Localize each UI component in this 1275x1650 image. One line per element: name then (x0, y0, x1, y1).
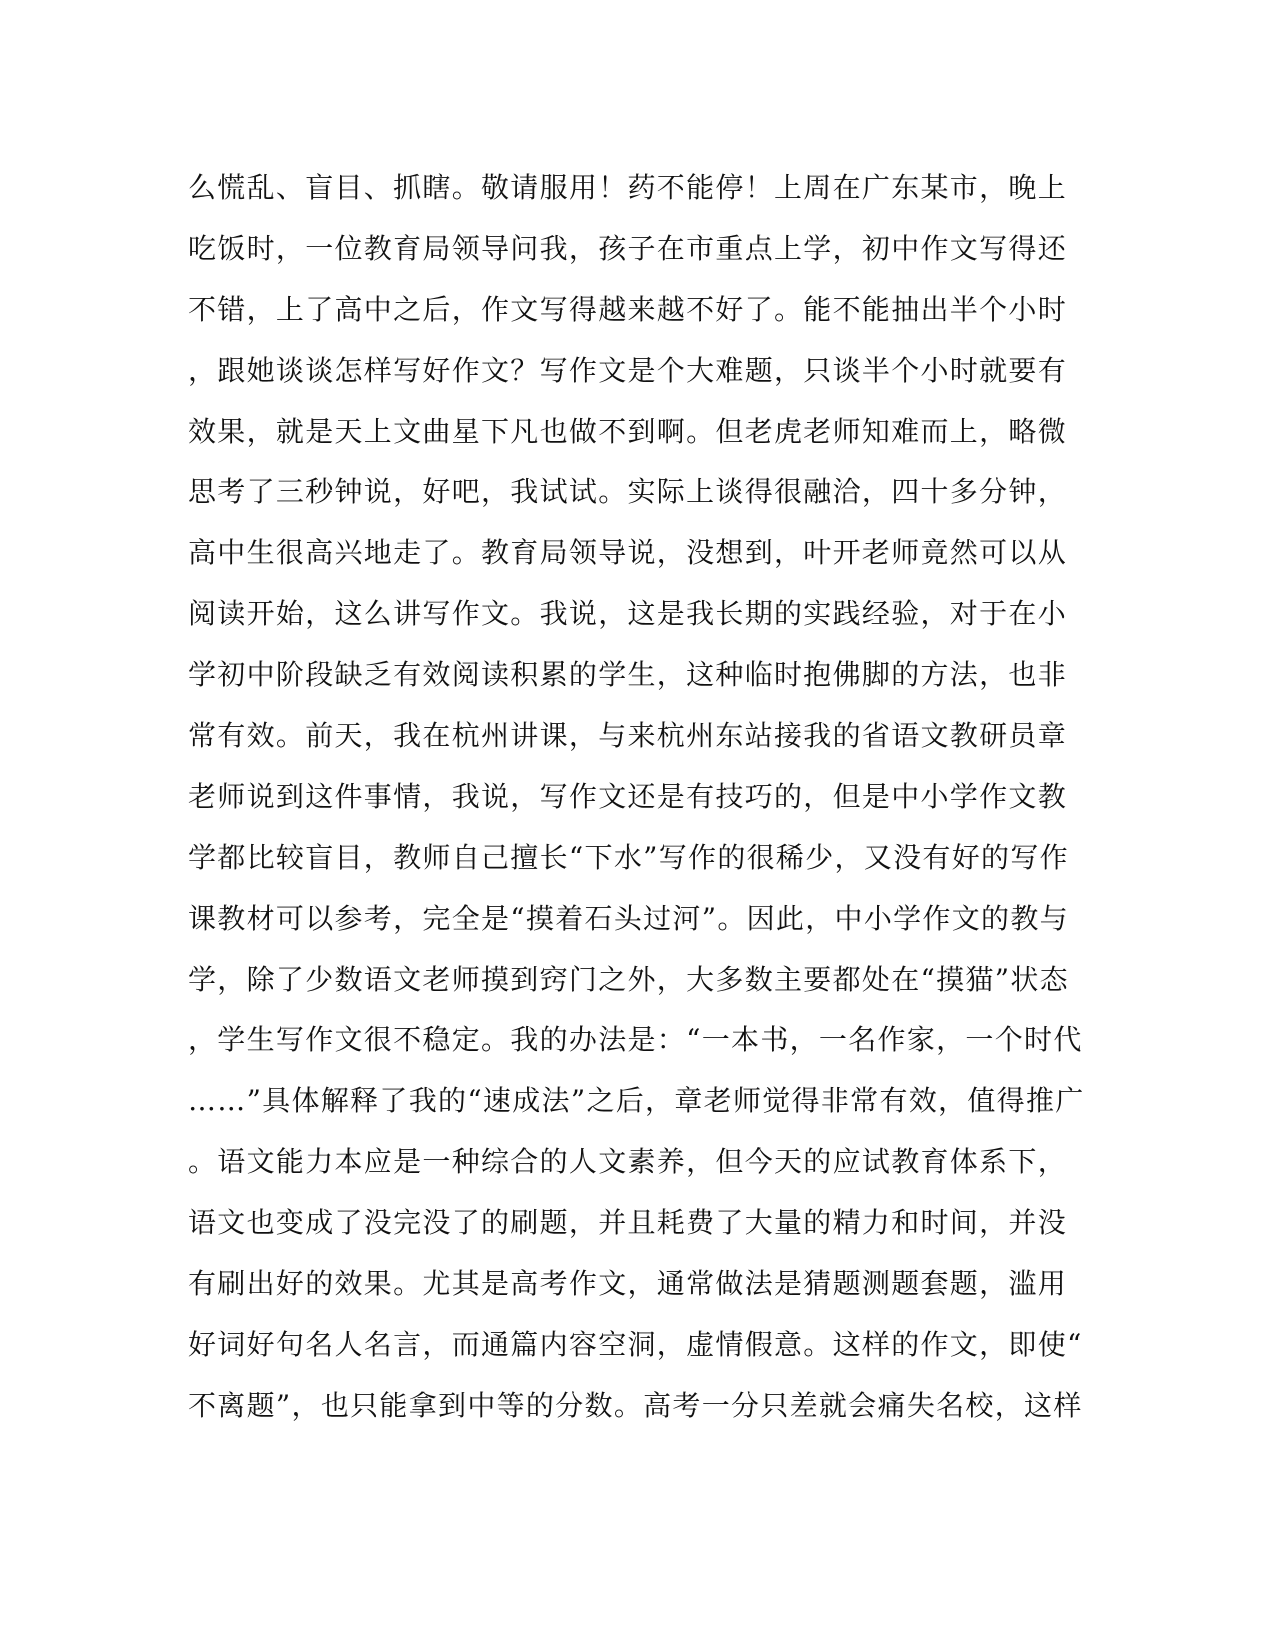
text-line: 效果，就是天上文曲星下凡也做不到啊。但老虎老师知难而上，略微 (188, 414, 1068, 448)
text-line: 好词好句名人名言，而通篇内容空洞，虚情假意。这样的作文，即使“ (188, 1327, 1083, 1361)
text-line: 常有效。前天，我在杭州讲课，与来杭州东站接我的省语文教研员章 (188, 719, 1068, 753)
text-line: 么慌乱、盲目、抓瞎。敬请服用！药不能停！上周在广东某市，晚上 (188, 171, 1068, 204)
text-line: 思考了三秒钟说，好吧，我试试。实际上谈得很融洽，四十多分钟， (188, 475, 1068, 509)
text-line: 学初中阶段缺乏有效阅读积累的学生，这种临时抱佛脚的方法，也非 (188, 658, 1068, 692)
body-text (188, 168, 1085, 1447)
text-line: 不错，上了高中之后，作文写得越来越不好了。能不能抽出半个小时 (188, 292, 1068, 326)
text-line: 学，除了少数语文老师摸到窍门之外，大多数主要都处在“摸猫”状态 (188, 962, 1069, 996)
text-line: 不离题”，也只能拿到中等的分数。高考一分只差就会痛失名校，这样 (188, 1388, 1083, 1422)
text-line: 。语文能力本应是一种综合的人文素养，但今天的应试教育体系下， (188, 1145, 1068, 1179)
text-line: 课教材可以参考，完全是“摸着石头过河”。因此，中小学作文的教与 (188, 901, 1069, 935)
text-line: 阅读开始，这么讲写作文。我说，这是我长期的实践经验，对于在小 (188, 597, 1068, 631)
text-line: 学都比较盲目，教师自己擅长“下水”写作的很稀少，又没有好的写作 (188, 840, 1069, 874)
text-line: 老师说到这件事情，我说，写作文还是有技巧的，但是中小学作文教 (188, 779, 1068, 813)
text-line: ……”具体解释了我的“速成法”之后，章老师觉得非常有效，值得推广 (188, 1084, 1085, 1118)
text-line: 语文也变成了没完没了的刷题，并且耗费了大量的精力和时间，并没 (188, 1206, 1068, 1240)
text-line: ，跟她谈谈怎样写好作文？写作文是个大难题，只谈半个小时就要有 (188, 353, 1068, 387)
text-line: 吃饭时，一位教育局领导问我，孩子在市重点上学，初中作文写得还 (188, 231, 1068, 265)
text-line: 有刷出好的效果。尤其是高考作文，通常做法是猜题测题套题，滥用 (188, 1267, 1068, 1301)
text-line: 高中生很高兴地走了。教育局领导说，没想到，叶开老师竟然可以从 (188, 536, 1068, 570)
text-line: ，学生写作文很不稳定。我的办法是：“一本书，一名作家，一个时代 (188, 1023, 1083, 1057)
